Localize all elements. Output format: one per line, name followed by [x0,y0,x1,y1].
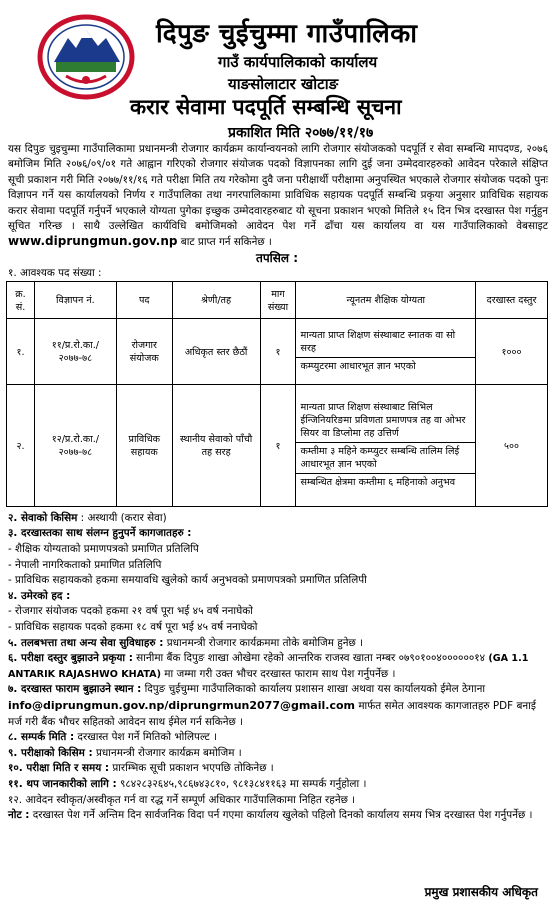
published-date: प्रकाशित मिति २०७७/११/१७ [228,125,374,141]
section1-label: १. आवश्यक पद संख्या : [8,266,102,279]
qualification-item: मान्यता प्राप्त शिक्षण संस्थाबाट सिभिल ईन्जिनियरिङमा प्रविणता प्रमाणपत्र तह वा ओभर सियर वा डिप्लोमा तह उत्तिर्ण [296,399,475,443]
item-documents-label: ३. दरखास्तका साथ संलग्न हुनुपर्ने कागजातहरु : [8,527,192,540]
notice-title: करार सेवामा पदपूर्ति सम्बन्धि सूचना [130,95,402,119]
cell-level: स्थानीय सेवाको पाँचौ तह सरह [172,384,260,506]
cell-post: प्राविधिक सहायक [116,384,172,506]
details-heading: तपसिल : [256,250,298,265]
table-row [7,384,548,506]
cell-qualification [296,318,476,384]
item-contact-date: ८. सम्पर्क मिति : दरखास्त पेश गर्ने मितिको भोलिपल्ट । [8,731,217,744]
col-header-level: श्रेणी/तह [172,281,260,318]
municipality-name: दिपुङ चुईचुम्मा गाउँपालिका [156,19,418,49]
cell-fee: १००० [476,318,548,384]
intro-text: यस दिपुङ चुइचुम्मा गाउँपालिकामा प्रधानमन्त्री रोजगार कार्यक्रम कार्यान्वयनको लागि रोजगार संयोजकको पदपूर्ति र सेवा सम्बन्धि मापदण्ड, २०७६ बमोजिम मिति २०७६/०९/०१ गते आह्वान गरिएको रोजगार संयोजक पदको विज्ञापनका लागि दुई जना उम्मेदवारहरुको आवेदन परेकाले संक्षिप्त सूची प्रकाशन गरी मिति २०७७/११/१६ गते परीक्षा मिति तय गरेकोमा दुवै जना परीक्षार्थी परीक्षामा अनुपस्थित भएकाले रोजगार संयोजक पदको पुनः विज्ञापन गर्ने यस कार्यालयको निर्णय र गाउँपालिका तथा नगरपालिकामा प्राविधिक सहायक पदपूर्ति सम्बन्धि प्रकृया अनुसार प्राविधिक सहायक करार सेवामा पदपूर्ति गर्नुपर्ने भएकाले योग्यता पुगेका इच्छुक उम्मेदवारहरुबाट यो सूचना प्रकाशन भएको मितिले १५ दिन भित्र दरखास्त पेश गर्नुहुन सूचित गरिन्छ । साथै उल्लेखित कार्यविधि बमोजिमको आवेदन पेश गर्ने ढाँचा यस कार्यालय वा यस गाउँपालिकाको वेबसाइट [8,143,548,233]
website-link[interactable]: www.diprungmun.gov.np [8,234,178,249]
office-name: गाउँ कार्यपालिकाको कार्यालय [218,53,378,71]
cell-qualification [296,384,476,506]
col-header-adno: विज्ञापन नं. [34,281,116,318]
item-contact-info: ११. थप जानकारीको लागि : ९८४२८३२६४५,९८६७४३८१०, ९८१३८४११६३ मा सम्पर्क गर्नुहोला । [8,777,367,790]
list-item: - प्राविधिक सहायक पदको हकमा १८ वर्ष पूरा भई ४५ वर्ष ननाघेको [8,621,258,633]
cell-adno: १२/प्र.रो.का./ २०७७-७८ [34,384,116,506]
office-location: याङसोलाटार खोटाङ [228,75,339,93]
list-item: - प्राविधिक सहायकको हकमा समयावधि खुलेको कार्य अनुभवको प्रमाणपत्रको प्रमाणित प्रतिलिपी [8,574,367,587]
cell-count: १ [260,318,296,384]
item-exam-type: ९. परीक्षाको किसिम : प्रधानमन्त्री रोजगार कार्यक्रम बमोजिम । [8,746,242,759]
intro-paragraph [8,142,548,251]
municipality-emblem-icon [36,14,136,100]
detail-items [8,511,548,824]
item-service-type: २. सेवाको किसिम : अस्थायी (करार सेवा) [8,511,167,524]
cell-count: १ [260,384,296,506]
table-row [7,318,548,384]
table-header-row [7,281,548,318]
qualification-item: मान्यता प्राप्त शिक्षण संस्थाबाट स्नातक वा सो सरह [296,327,475,358]
qualification-item: कम्तीमा ३ महिने कम्प्युटर सम्बन्धि तालिम लिई आधारभूत ज्ञान भएको [296,443,475,474]
header [6,0,548,142]
posts-table [6,281,548,507]
item-salary: ५. तलबभत्ता तथा अन्य सेवा सुविधाहरु : प्रधानमन्त्री रोजगार कार्यक्रममा तोके बमोजिम हुनेछ । [8,636,364,649]
list-item: - रोजगार संयोजक पदको हकमा २१ वर्ष पूरा भई ४५ वर्ष ननाघेको [8,605,253,618]
qualification-item: कम्प्युटरमा आधारभूत ज्ञान भएको [300,361,416,373]
intro-suffix: बाट प्राप्त गर्न सकिनेछ । [180,236,272,249]
cell-level: अधिकृत स्तर छैठौं [172,318,260,384]
item-exam-fee: ६. परीक्षा दस्तुर बुझाउने प्रकृया : सानीमा बैंक दिपुङ शाखा ओखेमा रहेको आन्तरिक राजस्व खाता नम्बर ०७९०१००४००००००१४ (GA 1.1 ANTARIK RAJASHWO KHATA) मा जम्मा गरी उक्त भौचर दरखास्त फाराम साथ पेश गर्नुपर्नेछ । [8,652,529,680]
cell-sn: २. [7,384,35,506]
cell-sn: १. [7,318,35,384]
item-submission-place: ७. दरखास्त फाराम बुझाउने स्थान : दिपुङ चुईचुम्मा गाउँपालिकाको कार्यालय प्रशासन शाखा अथवा यस कार्यालयको ईमेल ठेगाना info@diprungmun.gov.np/diprungrmun2077@gmail.com मार्फत समेत आवश्यक कागजातहरु PDF बनाई मर्ज गरी बैंक भौचर सहितको आवेदन साथ ईमेल गर्न सकिनेछ । [8,683,536,728]
col-header-sn: क्र. सं. [7,281,35,318]
cell-adno: ११/प्र.रो.का./ २०७७-७८ [34,318,116,384]
list-item: - नेपाली नागरिकताको प्रमाणित प्रतिलिपि [8,558,162,571]
item-rights: १२. आवेदन स्वीकृत/अस्वीकृत गर्न वा रद्ध गर्ने सम्पूर्ण अधिकार गाउँपालिकामा निहित रहनेछ । [8,793,356,806]
email-link[interactable]: info@diprungmun.gov.np/diprungrmun2077@gmail.com [8,698,355,712]
col-header-post: पद [116,281,172,318]
cell-post: रोजगार संयोजक [116,318,172,384]
qualification-item: सम्बन्धित क्षेत्रमा कम्तीमा ६ महिनाको अनुभव [300,477,456,489]
col-header-count: माग संख्या [260,281,296,318]
col-header-fee: दरखास्त दस्तुर [476,281,548,318]
cell-fee: ५०० [476,384,548,506]
item-age-label: ४. उमेरको हद : [8,589,71,602]
item-exam-date: १०. परीक्षा मिति र समय : प्रारम्भिक सूची प्रकाशन भएपछि तोकिनेछ । [8,762,274,775]
item-note: नोट : दरखास्त पेश गर्ने अन्तिम दिन सार्वजनिक विदा पर्न गएमा कार्यालय खुलेको पहिलो दिनको कार्यालय समय भित्र दरखास्त पेश गर्नुपर्नेछ । [8,809,533,822]
signature-title: प्रमुख प्रशासकीय अधिकृत [424,885,538,899]
list-item: - शैक्षिक योग्यताको प्रमाणपत्रको प्रमाणित प्रतिलिपि [8,543,199,556]
col-header-qualification: न्यूनतम शैक्षिक योग्यता [296,281,476,318]
